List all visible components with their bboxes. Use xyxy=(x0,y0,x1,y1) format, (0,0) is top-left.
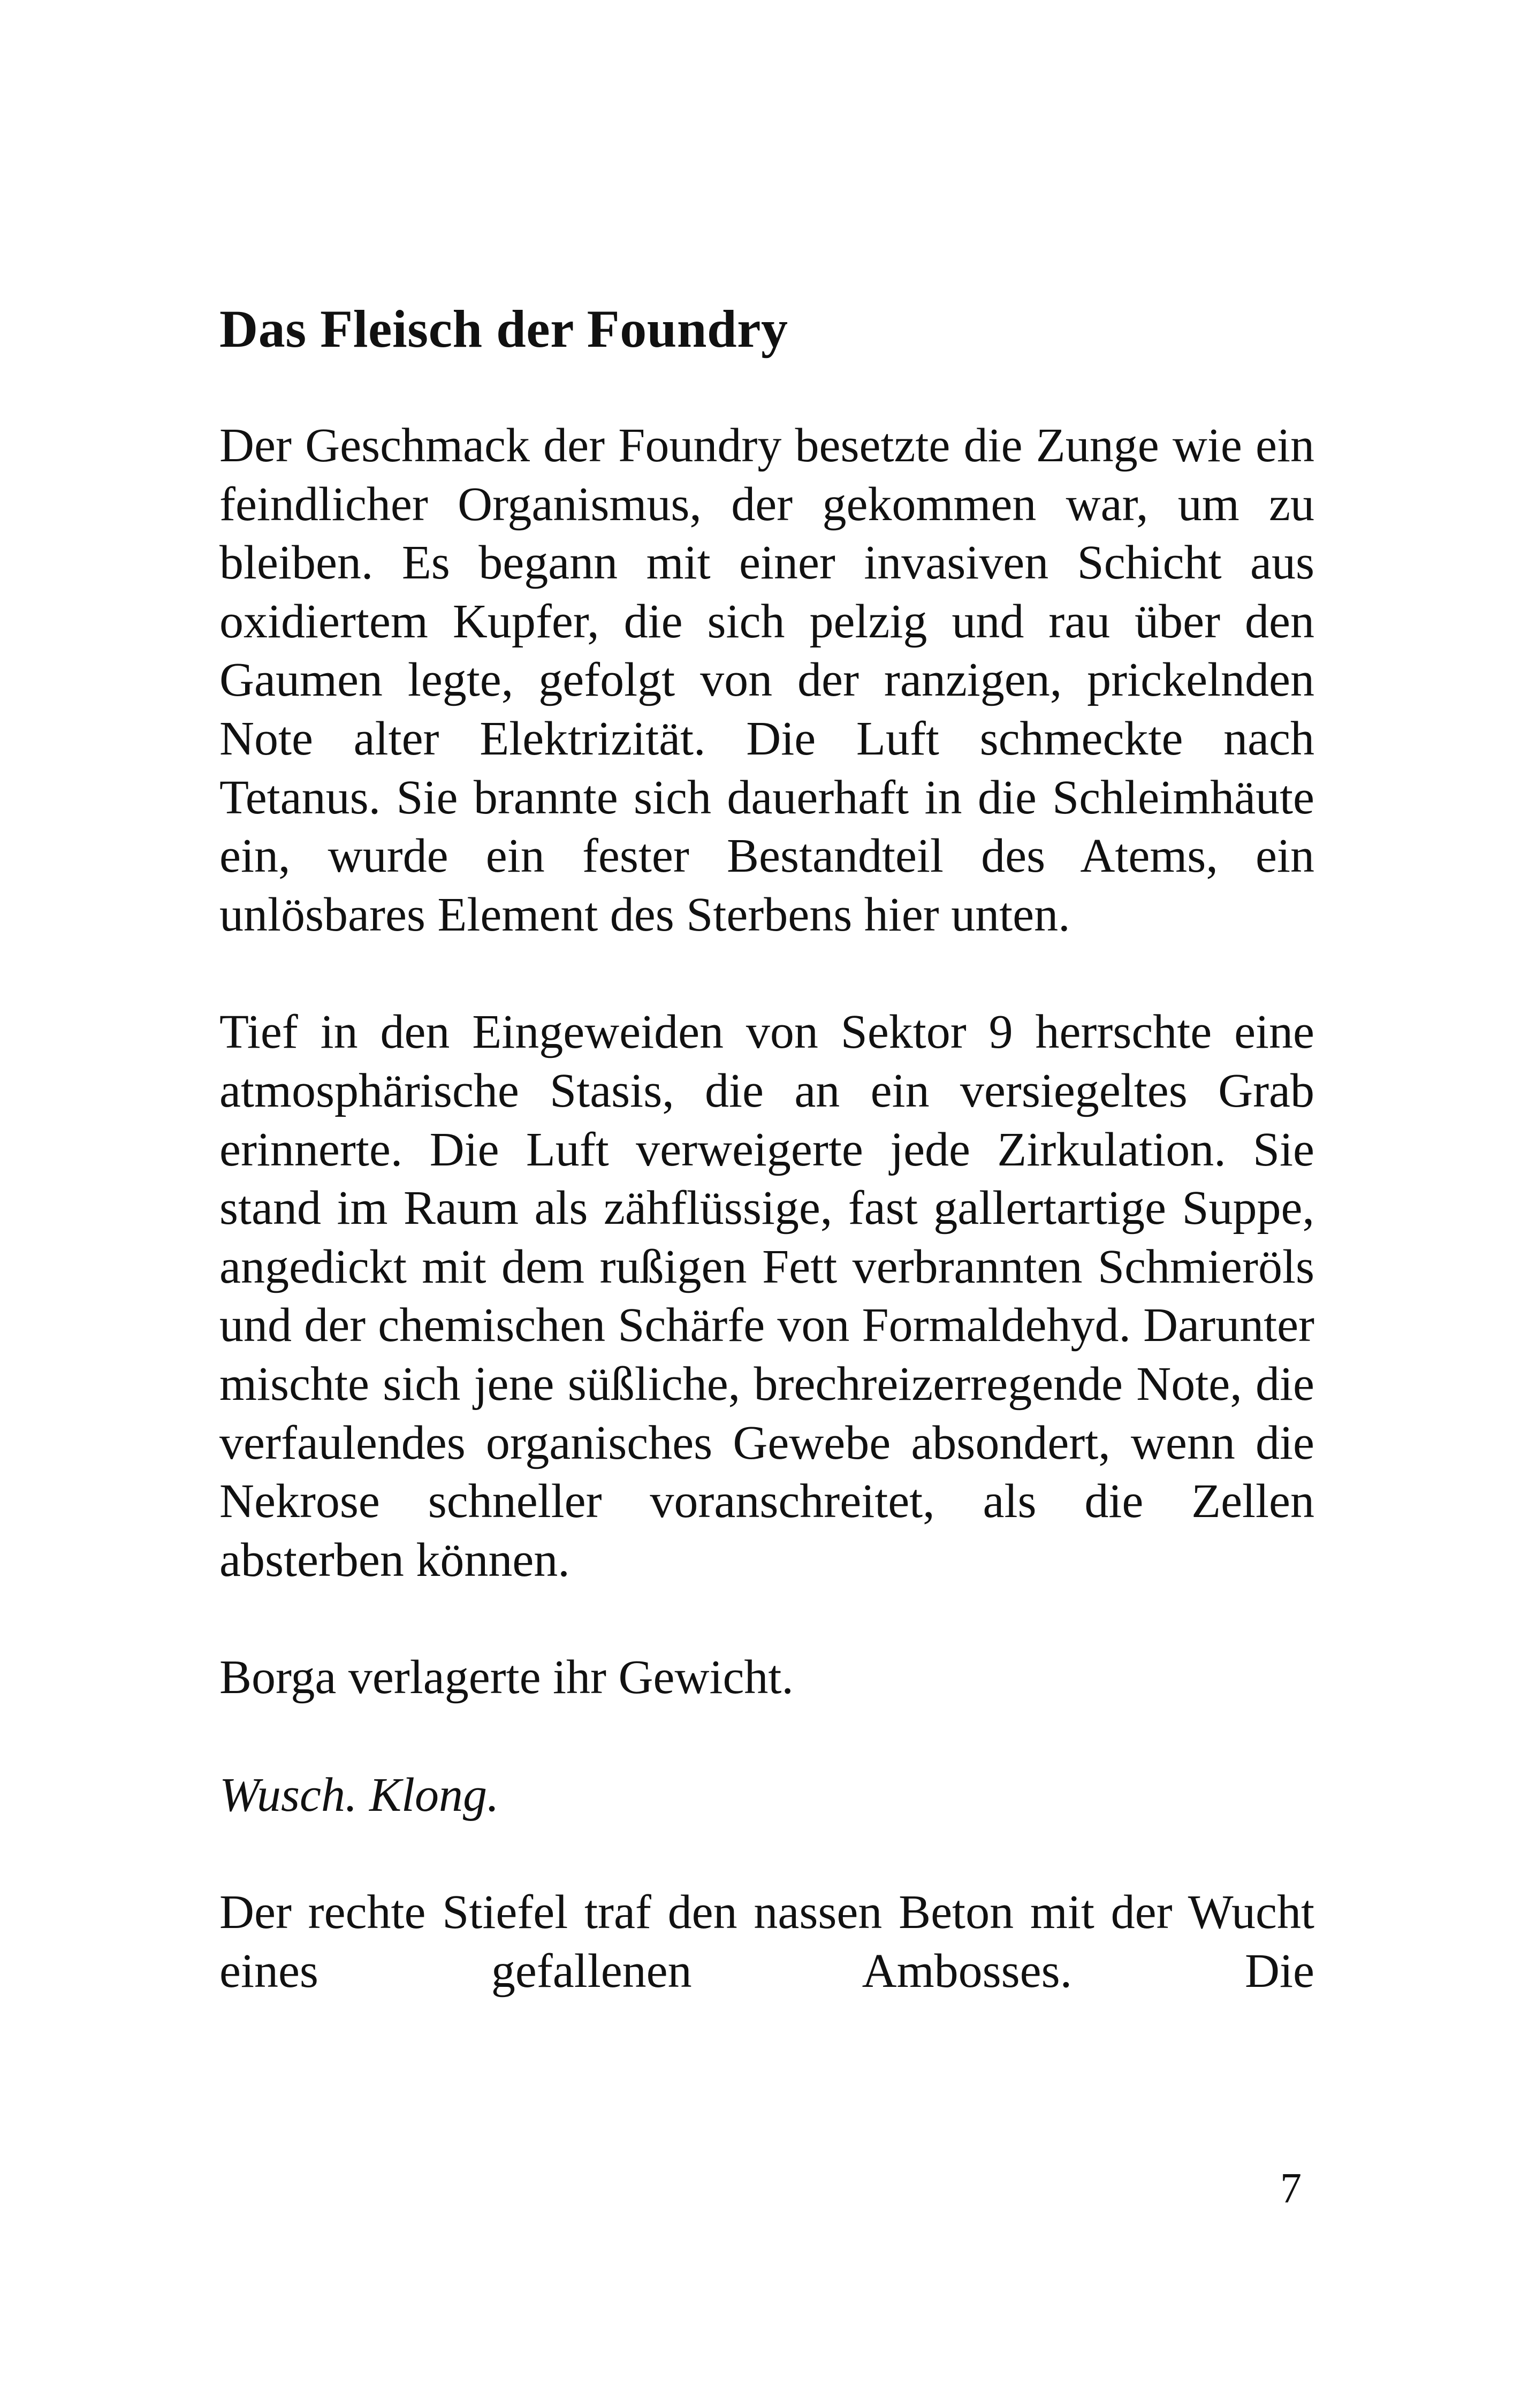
paragraph-2: Tief in den Eingeweiden von Sektor 9 herrschte eine atmosphärische Stasis, die an ein versiegeltes Grab erinnerte. Die Luft verweigerte jede Zirkulation. Sie stand im Raum als zähflüssige, fast gallertartige Suppe, angedickt mit dem rußigen Fett verbrannten Schmieröls und der chemischen Schärfe von Formaldehyd. Darunter mischte sich jene süßliche, brechreizerregende Note, die verfaulendes organisches Gewebe absondert, wenn die Nekrose schneller voranschreitet, als die Zellen absterben können. xyxy=(219,1005,1314,1587)
paragraph-5: Der rechte Stiefel traf den nassen Beton mit der Wucht eines gefallenen Ambosses. Die xyxy=(219,1886,1314,1998)
paragraph-4-onomatopoeia: Wusch. Klong. xyxy=(219,1768,499,1822)
paragraph-1: Der Geschmack der Foundry besetzte die Zunge wie ein feindlicher Organismus, der gekommen war, um zu bleiben. Es begann mit einer invasiven Schicht aus oxidiertem Kupfer, die sich pelzig und rau über den Gaumen legte, gefolgt von der ranzigen, prickelnden Note alter Elektrizität. Die Luft schmeckte nach Tetanus. Sie brannte sich dauerhaft in die Schleimhäute ein, wurde ein fester Bestandteil des Atems, ein unlösbares Element des Sterbens hier unten. xyxy=(219,419,1314,941)
page-number: 7 xyxy=(1280,2165,1302,2212)
paragraph-3: Borga verlagerte ihr Gewicht. xyxy=(219,1651,794,1704)
chapter-title: Das Fleisch der Foundry xyxy=(219,299,788,359)
book-page xyxy=(219,289,1314,2001)
